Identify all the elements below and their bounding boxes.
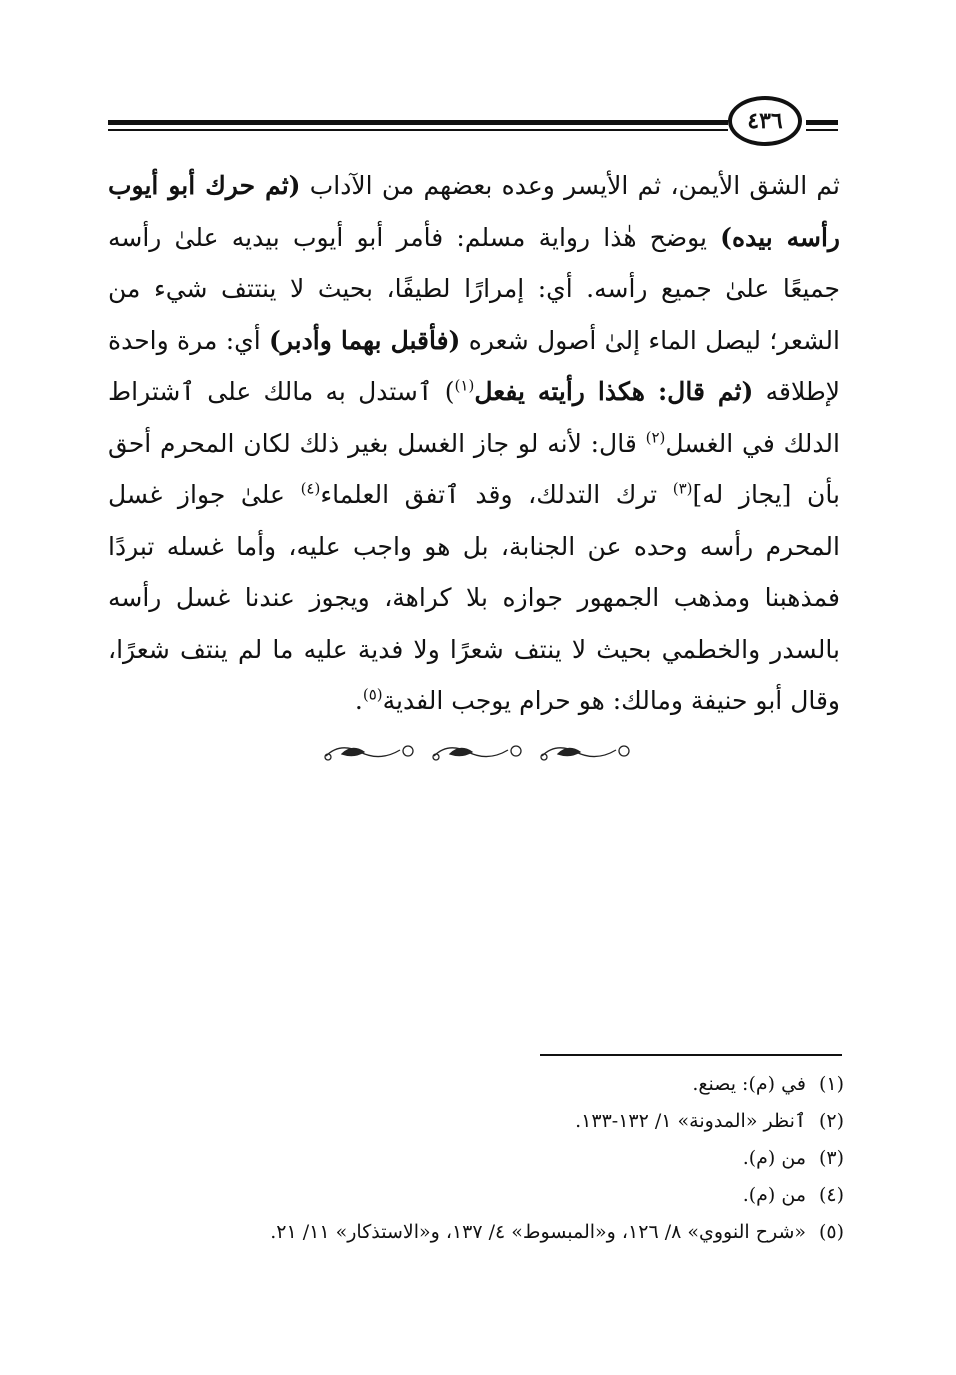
footnote-text: من (م). — [742, 1147, 806, 1169]
text-run: علىٰ جواز غسل المحرم رأسه وحده عن الجنابة، بل هو واجب عليه، وأما غسله تبردًا فمذهبنا ومذهب الجمهور جوازه بلا كراهة، ويجوز عندنا غسل رأسه بالسدر والخطمي بحيث لا ينتف شعرًا ولا فدية عليه ما لم ينتف شعرًا، وقال أبو حنيفة ومالك: هو حرام يوجب الفدية — [108, 480, 840, 715]
text-run: . — [354, 686, 363, 715]
footnote-item — [108, 1177, 844, 1214]
header-rule-stub — [806, 120, 838, 125]
text-run: يوضح هٰذا رواية مسلم: فأمر أبو أيوب بيديه علىٰ رأسه جميعًا علىٰ جميع رأسه. أي: إمرارًا لطيفًا، بحيث لا ينتتف شيء من الشعر؛ ليصل الماء إلىٰ أصول شعره — [108, 222, 840, 355]
footnote-ref: (٣) — [672, 479, 693, 498]
page-number: ٤٣٦ — [728, 96, 802, 146]
body-text — [108, 160, 840, 727]
footnote-number: (٤) — [818, 1184, 844, 1206]
footnote-item — [108, 1214, 844, 1251]
footnote-text: من (م). — [742, 1184, 806, 1206]
footnote-text: ٱنظر «المدونة» ١/ ١٣٢-١٣٣. — [575, 1110, 806, 1132]
text-run: ثم الشق الأيمن، ثم الأيسر وعده بعضهم من الآداب — [300, 171, 840, 200]
header-rule-thin — [108, 129, 728, 131]
text-run: ترك التدلك، وقد ٱتفق العلماء — [320, 480, 673, 509]
text-run: أي: مرة واحدة لإطلاقه — [108, 325, 841, 406]
footnote-text: في (م): يصنع. — [692, 1073, 806, 1095]
text-run: قال: لأنه لو جاز الغسل بغير ذلك لكان المحرم أحق بأن [يجاز له] — [108, 428, 840, 509]
text-run: ) ٱستدل به مالك على ٱشتراط الدلك في الغسل — [108, 377, 840, 458]
body-paragraph — [108, 160, 840, 727]
footnote-ref: (٥) — [362, 685, 383, 704]
footnote-item — [108, 1066, 844, 1103]
footnote-ref: (٢) — [645, 428, 666, 447]
footnote-divider — [540, 1054, 842, 1056]
footnote-number: (١) — [818, 1073, 844, 1095]
floral-divider-icon — [320, 738, 636, 766]
page-header — [108, 92, 844, 152]
header-rule-thick — [108, 120, 728, 125]
header-rule-stub-thin — [806, 129, 838, 131]
footnote-item — [108, 1103, 844, 1140]
hadith-quote: (ثم حرك أبو أيوب رأسه بيده) — [108, 171, 841, 252]
footnotes — [108, 1066, 844, 1251]
footnote-number: (٢) — [818, 1110, 844, 1132]
footnote-ref: (١) — [454, 376, 475, 395]
footnote-text: «شرح النووي» ٨/ ١٢٦، و«المبسوط» ٤/ ١٣٧، و«الاستذكار» ١١/ ٢١. — [270, 1221, 806, 1243]
footnote-item — [108, 1140, 844, 1177]
footnote-number: (٣) — [818, 1147, 844, 1169]
footnote-ref: (٤) — [300, 479, 321, 498]
hadith-quote: (ثم قال: هكذا رأيته يفعل — [474, 377, 754, 406]
footnote-number: (٥) — [818, 1221, 844, 1243]
hadith-quote: (فأقبل بهما وأدبر) — [269, 325, 461, 355]
